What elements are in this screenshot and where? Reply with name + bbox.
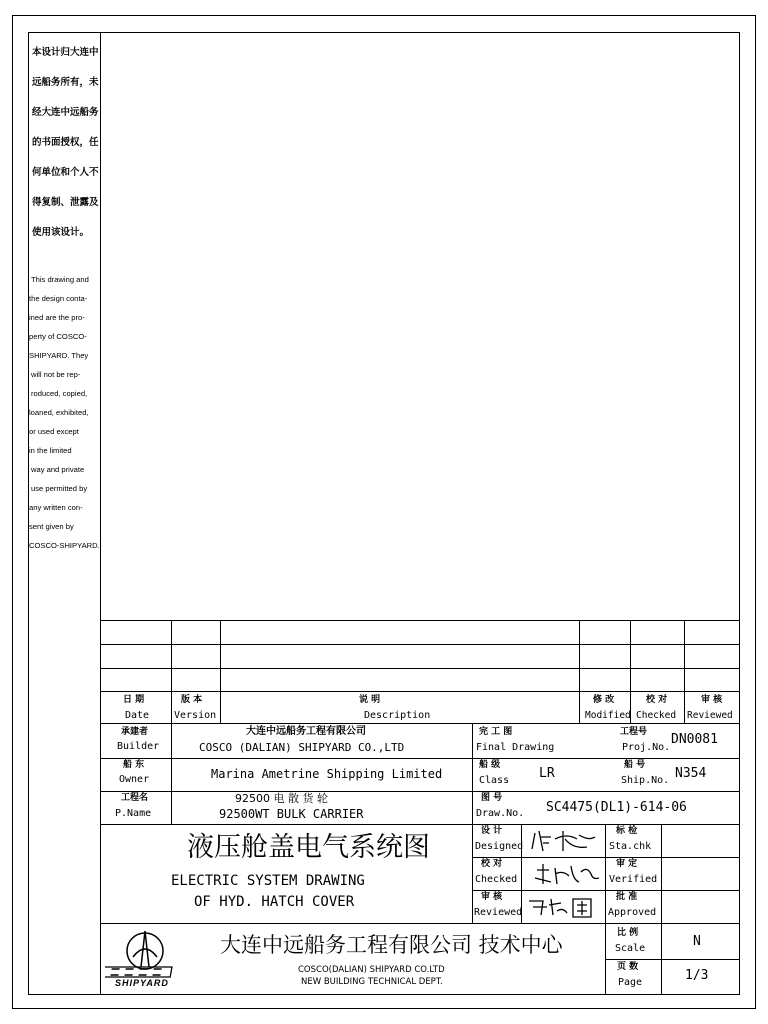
project-name-label-cn: 工程名 — [121, 793, 149, 803]
drawing-title-en-line2: OF HYD. HATCH COVER — [194, 894, 355, 910]
owner-value: Marina Ametrine Shipping Limited — [211, 767, 443, 781]
reviewer-signature — [525, 893, 601, 921]
sta-chk-label: Sta.chk — [609, 841, 652, 852]
rev-modified-label: Modified — [585, 710, 631, 721]
checked-label: Checked — [475, 874, 518, 885]
copyright-en-line: or used except — [29, 427, 79, 436]
copyright-en-line: roduced, copied, — [31, 389, 88, 398]
copyright-en-line: any written con- — [29, 503, 83, 512]
designed-label: Designed — [475, 841, 524, 852]
ship-no-value: N354 — [675, 766, 707, 781]
checker-signature — [529, 860, 601, 888]
rev-date-label-cn: 日 期 — [123, 695, 145, 705]
logo-text-bottom: SHIPYARD — [115, 978, 169, 988]
scale-value: N — [693, 934, 701, 949]
draw-no-label: Draw.No. — [476, 808, 525, 819]
verified-label-cn: 审 定 — [616, 859, 638, 869]
revision-table — [101, 620, 740, 724]
company-name-en-line1: COSCO(DALIAN) SHIPYARD CO.LTD — [298, 965, 445, 975]
final-drawing-label: Final Drawing — [476, 742, 555, 753]
copyright-cn-line: 本设计归大连中 — [32, 47, 99, 58]
reviewed-label-cn: 审 核 — [481, 892, 503, 902]
builder-value-cn: 大连中远船务工程有限公司 — [246, 726, 366, 737]
verified-label: Verified — [609, 874, 658, 885]
cosco-shipyard-logo — [105, 927, 185, 991]
class-value: LR — [539, 766, 555, 781]
copyright-en-line: in the limited — [29, 446, 72, 455]
copyright-cn-line: 使用该设计。 — [32, 227, 90, 238]
draw-no-value: SC4475(DL1)-614-06 — [546, 800, 687, 815]
company-name-en-line2: NEW BUILDING TECHNICAL DEPT. — [301, 977, 443, 987]
title-block — [101, 723, 740, 995]
project-name-label: P.Name — [115, 808, 152, 819]
page-label-cn: 页 数 — [617, 962, 639, 972]
copyright-en-line: way and private — [31, 465, 85, 474]
copyright-en-line: COSCO-SHIPYARD. — [29, 541, 100, 550]
copyright-en-line: ined are the pro- — [29, 313, 85, 322]
copyright-en-line: loaned, exhibited, — [29, 408, 89, 417]
checked-label-cn: 校 对 — [481, 859, 503, 869]
rev-checked-label: Checked — [636, 710, 677, 721]
drawing-title-en-line1: ELECTRIC SYSTEM DRAWING — [171, 873, 365, 889]
rev-description-label: Description — [364, 710, 431, 721]
owner-label-cn: 船 东 — [123, 760, 145, 770]
scale-label-cn: 比 例 — [617, 928, 639, 938]
copyright-cn-line: 远船务所有，未 — [32, 77, 99, 88]
draw-no-label-cn: 图 号 — [481, 793, 503, 803]
copyright-en-line: SHIPYARD. They — [29, 351, 89, 360]
company-name-cn: 大连中远船务工程有限公司 技术中心 — [220, 933, 563, 957]
builder-label-cn: 承建者 — [121, 727, 149, 737]
copyright-cn-line: 的书面授权，任 — [32, 137, 99, 148]
ship-no-label: Ship.No. — [621, 775, 670, 786]
rev-description-label-cn: 说 明 — [359, 695, 381, 705]
owner-label: Owner — [119, 774, 150, 785]
drawing-title-cn: 液压舱盖电气系统图 — [187, 832, 430, 863]
rev-reviewed-label-cn: 审 核 — [701, 695, 723, 705]
copyright-en-line: use permitted by — [31, 484, 88, 493]
copyright-en-line: perty of COSCO- — [29, 332, 87, 341]
copyright-cn-line: 经大连中远船务 — [32, 107, 99, 118]
builder-value: COSCO (DALIAN) SHIPYARD CO.,LTD — [199, 741, 405, 754]
page-value: 1/3 — [685, 968, 709, 983]
project-name-value: 92500WT BULK CARRIER — [219, 807, 364, 821]
copyright-cn-line: 得复制、泄露及 — [32, 197, 99, 208]
sta-chk-label-cn: 标 检 — [616, 826, 638, 836]
copyright-cn-line: 何单位和个人不 — [32, 167, 99, 178]
page-label: Page — [618, 977, 643, 988]
rev-version-label-cn: 版 本 — [181, 695, 203, 705]
reviewed-label: Reviewed — [474, 907, 523, 918]
approved-label: Approved — [608, 907, 657, 918]
approved-label-cn: 批 准 — [616, 892, 638, 902]
builder-label: Builder — [117, 741, 160, 752]
copyright-en-line: the design conta- — [29, 294, 88, 303]
proj-no-value: DN0081 — [671, 732, 718, 747]
designed-label-cn: 设 计 — [481, 826, 503, 836]
class-label: Class — [479, 775, 510, 786]
designer-signature — [529, 827, 601, 855]
rev-modified-label-cn: 修 改 — [593, 695, 615, 705]
copyright-en-line: will not be rep- — [31, 370, 81, 379]
copyright-en-line: sent given by — [29, 522, 74, 531]
proj-no-label: Proj.No. — [622, 742, 671, 753]
project-name-value-cn: 92500 电 散 货 轮 — [235, 792, 328, 805]
class-label-cn: 船 级 — [479, 760, 501, 770]
rev-version-label: Version — [174, 710, 217, 721]
copyright-en-line: This drawing and — [31, 275, 89, 284]
rev-date-label: Date — [125, 710, 150, 721]
scale-label: Scale — [615, 943, 646, 954]
final-drawing-label-cn: 完 工 图 — [479, 727, 513, 737]
proj-no-label-cn: 工程号 — [620, 727, 648, 737]
ship-no-label-cn: 船 号 — [624, 760, 646, 770]
rev-checked-label-cn: 校 对 — [646, 695, 668, 705]
rev-reviewed-label: Reviewed — [687, 710, 733, 721]
